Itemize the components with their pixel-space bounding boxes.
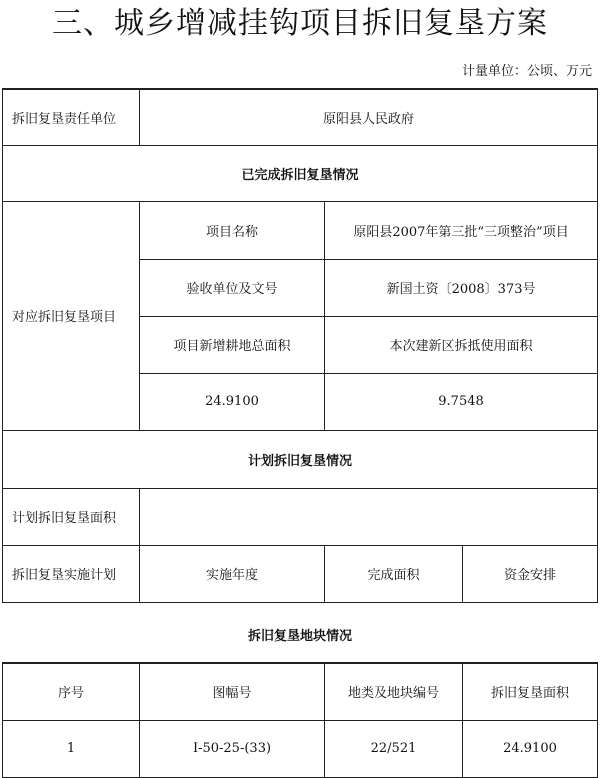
planned-area-value (140, 488, 598, 545)
table-row (3, 720, 598, 777)
header-serial: 序号 (3, 663, 140, 720)
project-name-label: 项目名称 (140, 201, 325, 259)
demolition-plan-table (2, 88, 598, 603)
offset-area-label: 本次建新区拆抵使用面积 (325, 316, 598, 373)
planned-area-label: 计划拆旧复垦面积 (3, 488, 140, 545)
plan-area-header: 完成面积 (325, 545, 463, 602)
completed-section-header: 已完成拆旧复垦情况 (3, 145, 598, 201)
cell-land-type: 22/521 (325, 720, 463, 777)
plots-table (2, 662, 598, 778)
cell-reclaim-area: 24.9100 (463, 720, 598, 777)
header-land-type: 地类及地块编号 (325, 663, 463, 720)
plan-year-header: 实施年度 (140, 545, 325, 602)
new-land-area-label: 项目新增耕地总面积 (140, 316, 325, 373)
table-row (3, 89, 598, 145)
table-row (3, 145, 598, 201)
header-map-sheet: 图幅号 (140, 663, 325, 720)
responsible-unit-value: 原阳县人民政府 (140, 89, 598, 145)
offset-area-value: 9.7548 (325, 373, 598, 430)
table-row (3, 430, 598, 488)
acceptance-label: 验收单位及文号 (140, 259, 325, 316)
page-title: 三、城乡增减挂钩项目拆旧复垦方案 (52, 6, 548, 41)
table-row (3, 201, 598, 259)
table-row (3, 545, 598, 602)
new-land-area-value: 24.9100 (140, 373, 325, 430)
project-label: 对应拆旧复垦项目 (3, 201, 140, 430)
header-reclaim-area: 拆旧复垦面积 (463, 663, 598, 720)
responsible-unit-label: 拆旧复垦责任单位 (3, 89, 140, 145)
cell-serial: 1 (3, 720, 140, 777)
plan-funds-header: 资金安排 (463, 545, 598, 602)
table-row (3, 488, 598, 545)
plots-section-title: 拆旧复垦地块情况 (247, 629, 352, 644)
acceptance-value: 新国土资〔2008〕373号 (325, 259, 598, 316)
cell-map-sheet: I-50-25-(33) (140, 720, 325, 777)
project-name-value: 原阳县2007年第三批“三项整治”项目 (325, 201, 598, 259)
table-header-row (3, 663, 598, 720)
unit-note: 计量单位：公顷、万元 (461, 64, 592, 79)
planned-section-header: 计划拆旧复垦情况 (3, 430, 598, 488)
implementation-plan-label: 拆旧复垦实施计划 (3, 545, 140, 602)
